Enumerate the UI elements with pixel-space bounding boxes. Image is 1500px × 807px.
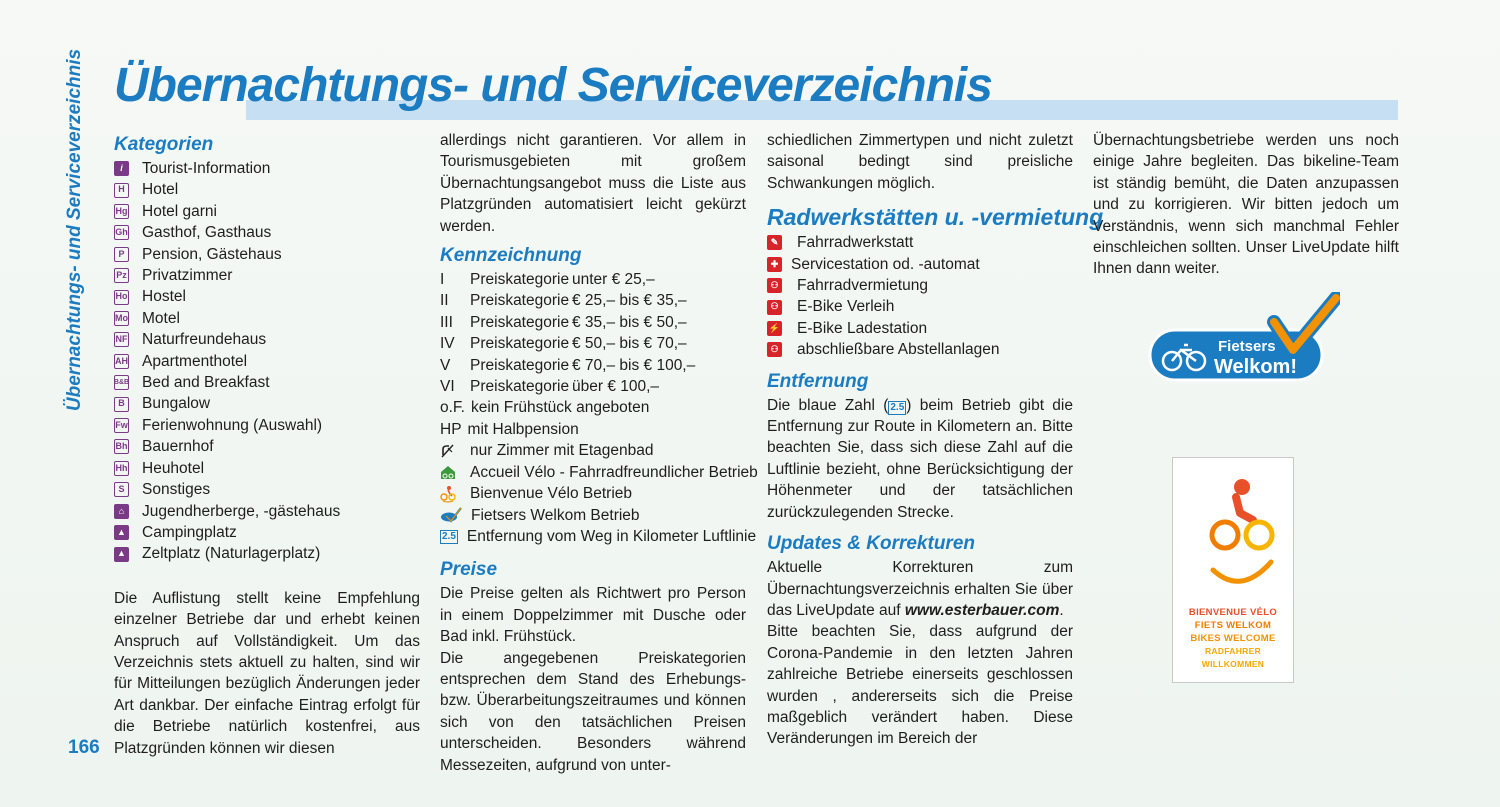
list-item <box>114 308 420 329</box>
list-item-label: Gasthof, Gasthaus <box>142 224 272 242</box>
distance-icon: 2.5 <box>890 401 905 413</box>
list-item <box>767 275 1073 296</box>
list-item <box>114 458 420 479</box>
list-item-label: Sonstiges <box>142 481 211 499</box>
symbol-label: Accueil Vélo - Fahrradfreundlicher Betrieb <box>470 463 758 481</box>
accueil-velo-icon <box>440 464 456 480</box>
list-item <box>114 479 420 500</box>
shared-bath-icon <box>440 443 456 459</box>
list-item <box>114 436 420 457</box>
updates-text <box>767 557 1073 621</box>
price-value: € 50,– bis € 70,– <box>572 335 687 353</box>
column-radwerkstaetten <box>767 130 1104 750</box>
hotel-garni-icon: Hg <box>114 204 129 219</box>
list-item-label: Jugendherberge, -gästehaus <box>142 502 341 520</box>
list-item <box>767 232 1073 253</box>
list-item <box>114 244 420 265</box>
list-item-label: E-Bike Verleih <box>797 298 895 316</box>
intro-text: schiedlichen Zimmertypen und nicht zuletzt saisonal bedingt sind preisliche Schwankungen möglich. <box>767 132 1073 192</box>
mark-label: kein Frühstück angeboten <box>470 399 650 417</box>
side-title: Übernachtungs- und Serviceverzeichnis <box>64 48 85 412</box>
mark-key: o.F. <box>440 399 465 417</box>
apartmenthotel-icon: AH <box>114 354 129 369</box>
mark-row <box>440 419 746 440</box>
price-key: III <box>440 313 453 331</box>
welkom-text: Welkom! <box>1214 356 1297 378</box>
fietsers-text: Fietsers <box>1218 338 1276 355</box>
bike-parking-icon: ⚇ <box>767 342 782 357</box>
updates-heading: Updates & Korrekturen <box>767 533 975 555</box>
column-categories <box>114 132 420 759</box>
updates-text-2: Bitte beachten Sie, dass aufgrund der Corona-Pandemie in den letzten Jahren zahlreiche Betriebe einerseits geschlossen wurden , andererseits sich die Preise maßgeblich verändert haben. Diese Veränderungen im Bereich der <box>767 623 1073 748</box>
list-item-label: Apartmenthotel <box>142 352 248 370</box>
list-item-label: Privatzimmer <box>142 267 233 285</box>
list-item-label: Bauernhof <box>142 438 214 456</box>
bed-breakfast-icon: B&B <box>114 375 129 390</box>
fietsers-welkom-logo <box>1148 292 1340 388</box>
price-value: € 70,– bis € 100,– <box>572 356 696 374</box>
updates-text-start: Aktuelle Korrekturen zum Übernachtungsverzeichnis erhalten Sie über das LiveUpdate auf <box>767 559 1073 619</box>
cyclist-icon <box>1173 458 1293 606</box>
price-label: Preiskategorie <box>470 378 570 396</box>
symbol-label: Entfernung vom Weg in Kilometer Luftlinie <box>466 527 757 545</box>
symbol-row <box>440 505 746 526</box>
fietsers-welkom-icon <box>440 507 462 523</box>
list-item <box>114 179 420 200</box>
entfernung-heading: Entfernung <box>767 370 869 392</box>
radwerkstaetten-heading: Radwerkstätten u. -vermietung <box>767 204 1104 231</box>
list-item-label: Zeltplatz (Naturlagerplatz) <box>142 545 321 563</box>
price-value: € 25,– bis € 35,– <box>572 292 687 310</box>
price-row <box>440 333 746 354</box>
list-item-label: Tourist-Information <box>142 160 271 177</box>
price-row <box>440 269 746 290</box>
tourist-info-icon: i <box>114 161 129 176</box>
list-item <box>114 415 420 436</box>
mark-row <box>440 397 746 418</box>
price-label: Preiskategorie <box>470 313 570 331</box>
price-key: II <box>440 292 449 310</box>
hotel-icon: H <box>114 183 129 198</box>
kennzeichnung-heading: Kennzeichnung <box>440 245 582 267</box>
symbol-row <box>440 462 758 483</box>
page-title: Übernachtungs- und Serviceverzeichnis <box>114 59 992 112</box>
bienvenue-text <box>1173 606 1293 671</box>
listing-note: Die Auflistung stellt keine Empfehlung einzelner Betriebe dar und erhebt keinen Anspruch auf Vollständigkeit. Um das Verzeichnis stets aktuell zu halten, sind wir für Mitteilungen bezüglich Änderungen jeder Art dankbar. Der einfache Eintrag erfolgt für die Betriebe natürlich kostenfrei, aus Platzgründen können wir diesen <box>114 589 420 757</box>
list-item <box>114 501 420 522</box>
price-value: € 35,– bis € 50,– <box>572 313 687 331</box>
naturfreundehaus-icon: NF <box>114 332 129 347</box>
column-kennzeichnung <box>440 130 758 776</box>
list-item-label: Pension, Gästehaus <box>142 245 282 263</box>
symbol-label: Fietsers Welkom Betrieb <box>471 506 640 524</box>
bungalow-icon: B <box>114 397 129 412</box>
ebike-rental-icon: ⚇ <box>767 300 782 315</box>
list-item-label: Fahrradvermietung <box>797 277 928 295</box>
list-item-label: Heuhotel <box>142 459 205 477</box>
preise-text-2: Die angegebenen Preiskategorien entsprechen dem Stand des Erhebungs- bzw. Überarbeitungszeitraumes und können sich von den tatsächlichen Preisen unterscheiden. Besonders während Messezeiten, aufgrund von unter- <box>440 649 746 774</box>
list-item <box>114 372 420 393</box>
price-label: Preiskategorie <box>470 271 570 289</box>
symbol-row <box>440 440 746 461</box>
camping-icon: ▲ <box>114 525 129 540</box>
entfernung-text-end: ) beim Betrieb gibt die Entfernung zur Route in Kilometern an. Bitte beachten Sie, dass sich diese Zahl auf die Luftlinie bezieht, ohne Berücksichtigung der Höhenmeter und der tatsächlichen zurückzulegenden Strecke. <box>767 396 1073 521</box>
price-row <box>440 355 746 376</box>
price-value: über € 100,– <box>572 378 660 396</box>
list-item <box>767 296 1073 317</box>
intro-text: allerdings nicht garantieren. Vor allem in Tourismusgebieten mit großem Übernachtungsangebot muss die Liste aus Platzgründen automatisiert leicht gekürzt werden. <box>440 132 746 235</box>
heuhotel-icon: Hh <box>114 461 129 476</box>
privatzimmer-icon: Pz <box>114 268 129 283</box>
entfernung-text-start: Die blaue Zahl ( <box>767 396 889 414</box>
list-item-label: Bungalow <box>142 395 211 413</box>
updates-text-end: . <box>1059 601 1064 619</box>
bienvenue-line: BIENVENUE VÉLO <box>1188 607 1278 618</box>
list-item <box>114 351 420 372</box>
page-number: 166 <box>68 737 100 758</box>
bienvenue-line: RADFAHRER WILLKOMMEN <box>1201 646 1265 669</box>
price-row <box>440 376 746 397</box>
preise-text-1: Die Preise gelten als Richtwert pro Person in einem Doppelzimmer mit Dusche oder Bad inkl. Frühstück. <box>440 585 746 646</box>
tent-icon: ▲ <box>114 547 129 562</box>
list-item-label: abschließbare Abstellanlagen <box>797 341 1000 359</box>
list-item <box>767 318 1073 339</box>
hostel-icon: Ho <box>114 290 129 305</box>
symbol-row <box>440 526 757 547</box>
bienvenue-velo-icon <box>440 485 456 503</box>
list-item-label: Hostel <box>142 288 186 306</box>
column-continuation <box>1093 130 1399 280</box>
list-item <box>114 201 420 222</box>
symbol-label: Bienvenue Vélo Betrieb <box>470 485 633 503</box>
price-key: IV <box>440 335 455 353</box>
list-item-label: Ferienwohnung (Auswahl) <box>142 416 323 434</box>
list-item <box>114 329 420 350</box>
esterbauer-link[interactable]: www.esterbauer.com <box>904 601 1060 619</box>
youth-hostel-icon: ⌂ <box>114 504 129 519</box>
list-item-label: Motel <box>142 309 180 327</box>
price-value: unter € 25,– <box>572 271 655 289</box>
list-item <box>114 222 420 243</box>
list-item <box>114 265 420 286</box>
price-row <box>440 312 746 333</box>
price-label: Preiskategorie <box>470 356 570 374</box>
list-item <box>114 393 420 414</box>
service-station-icon: ✚ <box>767 257 782 272</box>
list-item-label: Bed and Breakfast <box>142 374 270 392</box>
mark-key: HP <box>440 420 462 438</box>
price-row <box>440 290 746 311</box>
preise-heading: Preise <box>440 559 498 581</box>
motel-icon: Mo <box>114 311 129 326</box>
list-item-label: Naturfreundehaus <box>142 331 267 349</box>
list-item-label: Hotel garni <box>142 202 217 220</box>
bauernhof-icon: Bh <box>114 439 129 454</box>
list-item <box>114 286 420 307</box>
pension-icon: P <box>114 247 129 262</box>
list-item <box>114 158 420 179</box>
bienvenue-velo-logo <box>1172 457 1294 683</box>
wrench-icon: ✎ <box>767 235 782 250</box>
gasthof-icon: Gh <box>114 225 129 240</box>
bienvenue-line: FIETS WELKOM <box>1194 620 1272 631</box>
sonstiges-icon: S <box>114 482 129 497</box>
price-key: VI <box>440 378 455 396</box>
ebike-charging-icon: ⚡ <box>767 321 782 336</box>
list-item-label: Servicestation od. -automat <box>791 255 980 273</box>
list-item <box>114 522 420 543</box>
price-label: Preiskategorie <box>470 292 570 310</box>
distance-icon: 2.5 <box>442 530 456 542</box>
list-item-label: Fahrradwerkstatt <box>797 234 914 252</box>
categories-heading: Kategorien <box>114 134 214 155</box>
price-key: I <box>440 271 445 289</box>
symbol-row <box>440 483 746 504</box>
price-label: Preiskategorie <box>470 335 570 353</box>
list-item-label: Hotel <box>142 181 179 199</box>
mark-label: mit Halbpension <box>467 420 579 438</box>
continuation-text: Übernachtungsbetriebe werden uns noch einige Jahre begleiten. Das bikeline-Team ist ständig bemüht, die Daten anzupassen und zu korrigieren. Wir bitten jedoch um Verständnis, wenn sich manchmal Fehler einschleichen sollten. Unser LiveUpdate hilft Ihnen dann weiter. <box>1093 132 1399 278</box>
list-item <box>767 254 1073 275</box>
symbol-label: nur Zimmer mit Etagenbad <box>470 442 654 460</box>
price-key: V <box>440 356 451 374</box>
bike-rental-icon: ⚇ <box>767 278 782 293</box>
list-item-label: E-Bike Ladestation <box>797 319 928 337</box>
ferienwohnung-icon: Fw <box>114 418 129 433</box>
list-item <box>114 543 420 564</box>
entfernung-text <box>767 395 1073 523</box>
list-item <box>767 339 1073 360</box>
list-item-label: Campingplatz <box>142 523 237 541</box>
bienvenue-line: BIKES WELCOME <box>1190 633 1276 644</box>
